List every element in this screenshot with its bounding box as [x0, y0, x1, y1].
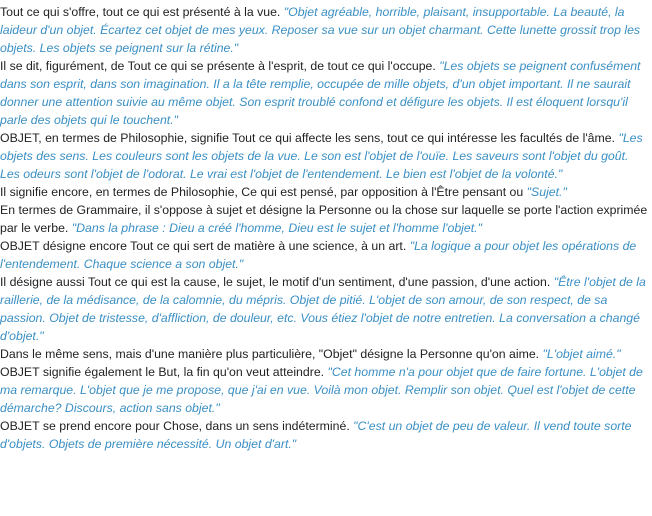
example-text: " Dans la phrase : Dieu a créé l'homme, Dieu est le sujet et l'homme l'objet. " — [72, 221, 482, 235]
example-text: " Les objets se peignent confusément dans son esprit, dans son imagination. Il a la tête remplie, occupée de mille objets, d'un objet important. Il ne saurait donner une attention suivie au même objet. Son esprit troublé confond et défigure les objets. Il est éloquent lorsqu'il parle des objets qui le touchent. " — [0, 59, 640, 127]
example-text: " Cet homme n'a pour objet que de faire fortune. L'objet de ma remarque. L'objet que je me propose, que j'ai en vue. Voilà mon objet. Remplir son objet. Quel est l'objet de cette démarche? Discours, action sans objet. " — [0, 365, 643, 415]
definition-9 — [0, 363, 650, 417]
definition-text: Il signifie encore, en termes de Philosophie, Ce qui est pensé, par opposition à l'Être pensant ou — [0, 185, 527, 199]
definition-6 — [0, 237, 650, 273]
example-text: " Objet agréable, horrible, plaisant, insupportable. La beauté, la laideur d'un objet. Écartez cet objet de mes yeux. Reposer sa vue sur un objet charmant. Cette lunette grossit trop les objets. Les objets se peignent sur la rétine. " — [0, 5, 640, 55]
definition-text: OBJET désigne encore Tout ce qui sert de matière à une science, à un art. — [0, 239, 410, 253]
definition-text: En termes de Grammaire, il s'oppose à sujet et désigne la Personne ou la chose sur laquelle se porte l'action exprimée par le verbe. — [0, 203, 648, 235]
definition-text: Tout ce qui s'offre, tout ce qui est présenté à la vue. — [0, 5, 284, 19]
definition-text: Il désigne aussi Tout ce qui est la cause, le sujet, le motif d'un sentiment, d'une passion, d'une action. — [0, 275, 554, 289]
definition-1 — [0, 3, 650, 57]
definition-5 — [0, 201, 650, 237]
definition-text: Il se dit, figurément, de Tout ce qui se présente à l'esprit, de tout ce qui l'occupe. — [0, 59, 440, 73]
definition-2 — [0, 57, 650, 129]
definition-8 — [0, 345, 650, 363]
definition-text: OBJET, en termes de Philosophie, signifie Tout ce qui affecte les sens, tout ce qui intéresse les facultés de l'âme. — [0, 131, 619, 145]
example-text: " La logique a pour objet les opérations de l'entendement. Chaque science a son objet. " — [0, 239, 636, 271]
example-text: " L'objet aimé. " — [543, 347, 621, 361]
definition-text: OBJET se prend encore pour Chose, dans un sens indéterminé. — [0, 419, 354, 433]
definition-text: OBJET signifie également le But, la fin qu'on veut atteindre. — [0, 365, 328, 379]
definition-4 — [0, 183, 650, 201]
example-text: " Sujet. " — [527, 185, 567, 199]
definition-text: désigne la Personne qu'on aime. — [356, 347, 543, 361]
definition-7 — [0, 273, 650, 345]
definition-3 — [0, 129, 650, 183]
example-text: " C'est un objet de peu de valeur. Il vend toute sorte d'objets. Objets de première nécessité. Un objet d'art. " — [0, 419, 632, 451]
example-text: " Être l'objet de la raillerie, de la médisance, de la calomnie, du mépris. Objet de pitié. L'objet de son amour, de son respect, de sa passion. Objet de tristesse, d'affliction, de douleur, etc. Vous étiez l'objet de notre entretien. La conversation a changé d'objet. " — [0, 275, 646, 343]
definition-text: Dans le même sens, mais d'une manière plus particulière, — [0, 347, 319, 361]
definition-10 — [0, 417, 650, 453]
example-text: " Les objets des sens. Les couleurs sont les objets de la vue. Le son est l'objet de l'ouïe. Les saveurs sont l'objet du goût. Les odeurs sont l'objet de l'odorat. Le vrai est l'objet de l'entendement. Le bien est l'objet de la volonté. " — [0, 131, 643, 181]
quoted-term: " Objet " — [319, 347, 357, 361]
